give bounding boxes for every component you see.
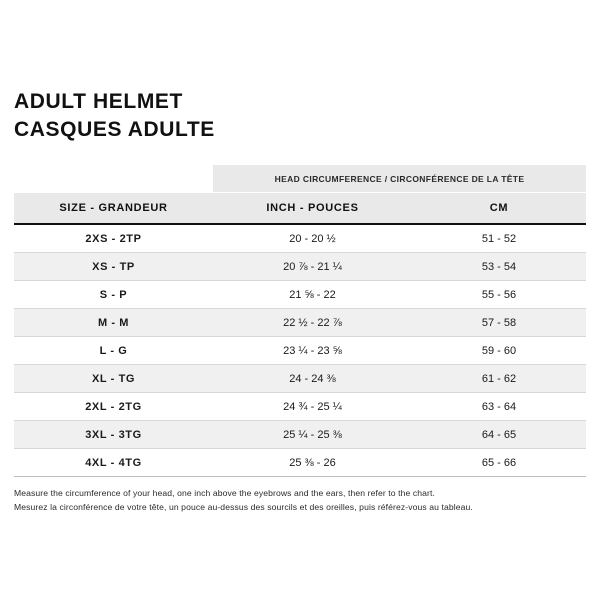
cell-inch: 21 ⅝ - 22 [213,281,412,309]
measurement-note-fr: Mesurez la circonférence de votre tête, un pouce au-dessus des sourcils et des oreilles, puis référez-vous au tableau. [14,501,473,512]
column-header-inch: INCH - POUCES [213,193,412,225]
cell-inch: 23 ¼ - 23 ⅝ [213,337,412,365]
table-row [14,337,586,365]
cell-inch: 24 - 24 ⅜ [213,365,412,393]
table-row [14,253,586,281]
table-span-header-row [14,165,586,193]
cell-cm: 61 - 62 [412,365,586,393]
span-header-circumference: HEAD CIRCUMFERENCE / CIRCONFÉRENCE DE LA TÊTE [213,165,586,193]
cell-cm: 63 - 64 [412,393,586,421]
table-body [14,224,586,477]
cell-cm: 55 - 56 [412,281,586,309]
cell-size: L - G [14,337,213,365]
column-header-cm: CM [412,193,586,225]
table-row [14,224,586,253]
measurement-notes [14,487,586,514]
cell-size: 4XL - 4TG [14,449,213,477]
cell-cm: 53 - 54 [412,253,586,281]
page-title-fr: CASQUES ADULTE [14,117,215,141]
table-row [14,393,586,421]
table-header [14,165,586,224]
cell-size: M - M [14,309,213,337]
table-row [14,309,586,337]
table-row [14,281,586,309]
table-row [14,421,586,449]
cell-inch: 20 ⅞ - 21 ¼ [213,253,412,281]
cell-cm: 57 - 58 [412,309,586,337]
cell-size: XL - TG [14,365,213,393]
cell-cm: 64 - 65 [412,421,586,449]
column-header-size: SIZE - GRANDEUR [14,193,213,225]
cell-cm: 65 - 66 [412,449,586,477]
cell-inch: 22 ½ - 22 ⅞ [213,309,412,337]
table-column-header-row [14,193,586,225]
cell-inch: 20 - 20 ½ [213,224,412,253]
cell-size: S - P [14,281,213,309]
span-header-blank [14,165,213,193]
page-title-en: ADULT HELMET [14,90,183,113]
cell-inch: 25 ¼ - 25 ⅜ [213,421,412,449]
cell-size: XS - TP [14,253,213,281]
cell-size: 2XS - 2TP [14,224,213,253]
cell-cm: 59 - 60 [412,337,586,365]
cell-size: 2XL - 2TG [14,393,213,421]
cell-inch: 25 ⅜ - 26 [213,449,412,477]
cell-cm: 51 - 52 [412,224,586,253]
table-row [14,365,586,393]
cell-size: 3XL - 3TG [14,421,213,449]
measurement-note-en: Measure the circumference of your head, one inch above the eyebrows and the ears, then refer to the chart. [14,488,435,499]
size-chart-table [14,165,586,477]
cell-inch: 24 ¾ - 25 ¼ [213,393,412,421]
page-title [14,88,586,143]
table-row [14,449,586,477]
